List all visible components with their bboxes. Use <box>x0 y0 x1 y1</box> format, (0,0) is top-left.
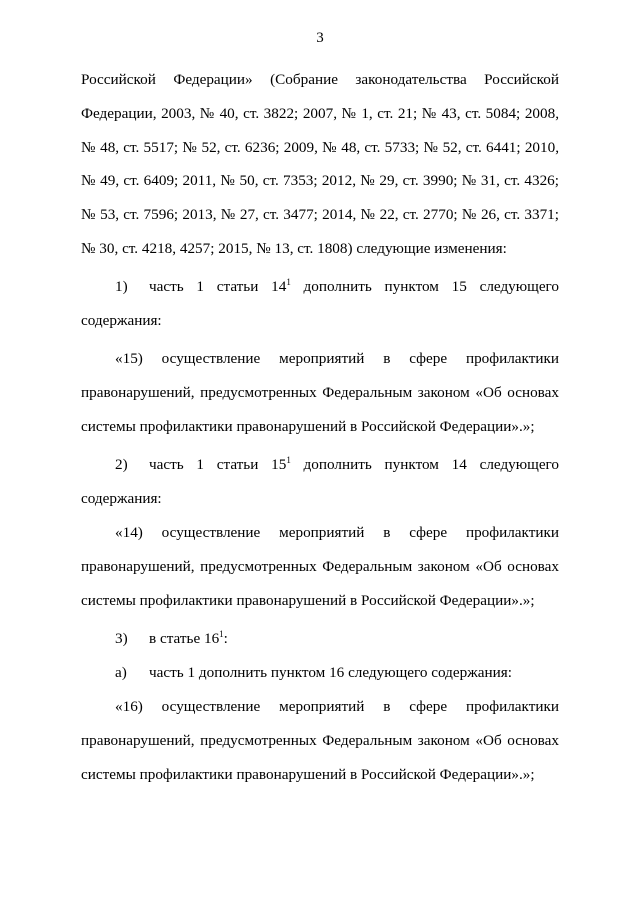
quote-line: правонарушений, предусмотренных Федеральным законом «Об основах <box>81 732 559 749</box>
paragraph-line: № 53, ст. 7596; 2013, № 27, ст. 3477; 2014, № 22, ст. 2770; № 26, ст. 3371; <box>81 206 559 223</box>
page-number: 3 <box>316 30 324 46</box>
paragraph-line: Российской Федерации» (Собрание законодательства Российской <box>81 71 559 88</box>
paragraph-line: № 30, ст. 4218, 4257; 2015, № 13, ст. 1808) следующие изменения: <box>81 240 507 257</box>
list-item-number: 2) <box>115 456 128 473</box>
list-item-3 <box>115 629 559 649</box>
paragraph-line: содержания: <box>81 312 162 329</box>
quote-line: правонарушений, предусмотренных Федеральным законом «Об основах <box>81 558 559 575</box>
list-item-text: часть 1 статьи 15 <box>149 456 287 473</box>
list-item-number: а) <box>115 664 127 681</box>
sub-item-a <box>115 663 559 683</box>
paragraph-line: № 48, ст. 5517; № 52, ст. 6236; 2009, № 48, ст. 5733; № 52, ст. 6441; 2010, <box>81 139 559 156</box>
list-item-text: в статье 16 <box>149 630 220 647</box>
list-item-text: дополнить пунктом 14 следующего <box>290 456 559 473</box>
list-item-number: 1) <box>115 278 128 295</box>
paragraph-line: Федерации, 2003, № 40, ст. 3822; 2007, № 1, ст. 21; № 43, ст. 5084; 2008, <box>81 105 559 122</box>
quote-line: системы профилактики правонарушений в Российской Федерации».»; <box>81 418 535 435</box>
paragraph-line: содержания: <box>81 490 162 507</box>
list-item-text: : <box>223 630 228 647</box>
superscript: 1 <box>286 455 291 465</box>
list-item-text: дополнить пунктом 15 следующего <box>290 278 559 295</box>
list-item-2 <box>115 455 559 475</box>
quote-line: системы профилактики правонарушений в Российской Федерации».»; <box>81 766 535 783</box>
quote-line: системы профилактики правонарушений в Российской Федерации».»; <box>81 592 535 609</box>
superscript: 1 <box>219 629 224 639</box>
quote-line: «15) осуществление мероприятий в сфере профилактики <box>115 350 559 367</box>
list-item-text: часть 1 дополнить пунктом 16 следующего содержания: <box>149 664 512 681</box>
list-item-1 <box>115 277 559 297</box>
superscript: 1 <box>286 277 291 287</box>
list-item-number: 3) <box>115 630 128 647</box>
quote-line: «14) осуществление мероприятий в сфере профилактики <box>115 524 559 541</box>
list-item-text: часть 1 статьи 14 <box>149 278 287 295</box>
paragraph-line: № 49, ст. 6409; 2011, № 50, ст. 7353; 2012, № 29, ст. 3990; № 31, ст. 4326; <box>81 172 559 189</box>
quote-line: «16) осуществление мероприятий в сфере профилактики <box>115 698 559 715</box>
quote-line: правонарушений, предусмотренных Федеральным законом «Об основах <box>81 384 559 401</box>
